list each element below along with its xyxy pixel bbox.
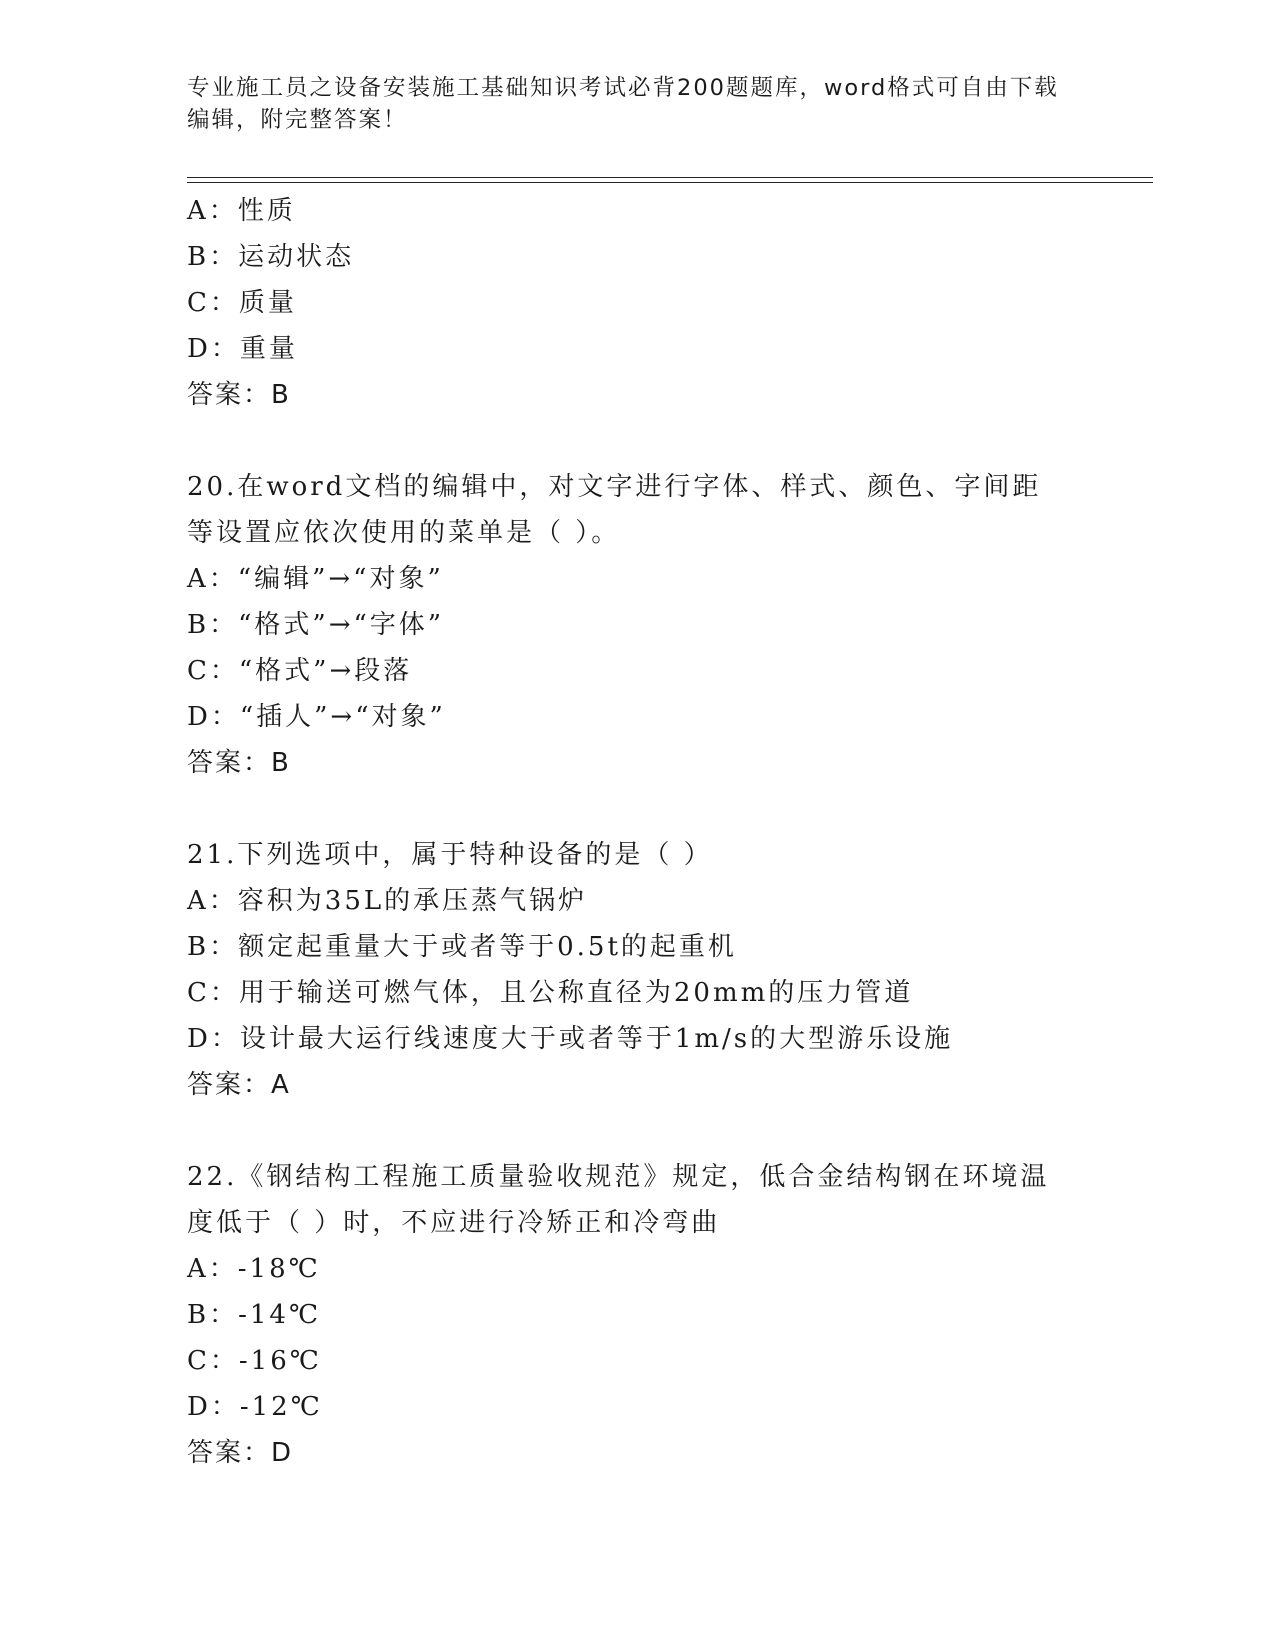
header-double-rule	[187, 177, 1153, 183]
question-text: 21.下列选项中，属于特种设备的是（ ）	[187, 840, 713, 870]
option-a: A：“编辑”→“对象”	[187, 564, 444, 594]
question-block-19	[187, 188, 1087, 418]
question-text: 20.在word文档的编辑中，对文字进行字体、样式、颜色、字间距等设置应依次使用的菜单是（ ）。	[187, 472, 1042, 548]
question-block-20	[187, 464, 1087, 786]
question-block-22	[187, 1154, 1087, 1476]
option-a: A：-18℃	[187, 1254, 321, 1284]
option-d: D：设计最大运行线速度大于或者等于1m/s的大型游乐设施	[187, 1024, 954, 1054]
question-list	[187, 188, 1087, 1476]
option-c: C：“格式”→段落	[187, 656, 413, 686]
option-d: D：“插人”→“对象”	[187, 702, 446, 732]
option-a: A：容积为35L的承压蒸气锅炉	[187, 886, 588, 916]
answer-line: 答案：B	[187, 748, 291, 778]
option-d: D：重量	[187, 334, 298, 364]
answer-line: 答案：A	[187, 1070, 291, 1100]
answer-line: 答案：B	[187, 380, 291, 410]
option-c: C：质量	[187, 288, 297, 318]
document-title: 专业施工员之设备安装施工基础知识考试必背200题题库，word格式可自由下载编辑，附完整答案！	[187, 75, 1059, 133]
option-c: C：-16℃	[187, 1346, 322, 1376]
option-b: B：“格式”→“字体”	[187, 610, 445, 640]
question-text: 22.《钢结构工程施工质量验收规范》规定，低合金结构钢在环境温度低于（ ）时，不应进行冷矫正和冷弯曲	[187, 1162, 1050, 1238]
answer-line: 答案：D	[187, 1438, 294, 1468]
option-b: B：额定起重量大于或者等于0.5t的起重机	[187, 932, 737, 962]
question-block-21	[187, 832, 1087, 1108]
option-a: A：性质	[187, 196, 296, 226]
option-c: C：用于输送可燃气体，且公称直径为20mm的压力管道	[187, 978, 914, 1008]
option-d: D：-12℃	[187, 1392, 323, 1422]
option-b: B：-14℃	[187, 1300, 322, 1330]
option-b: B：运动状态	[187, 242, 355, 272]
